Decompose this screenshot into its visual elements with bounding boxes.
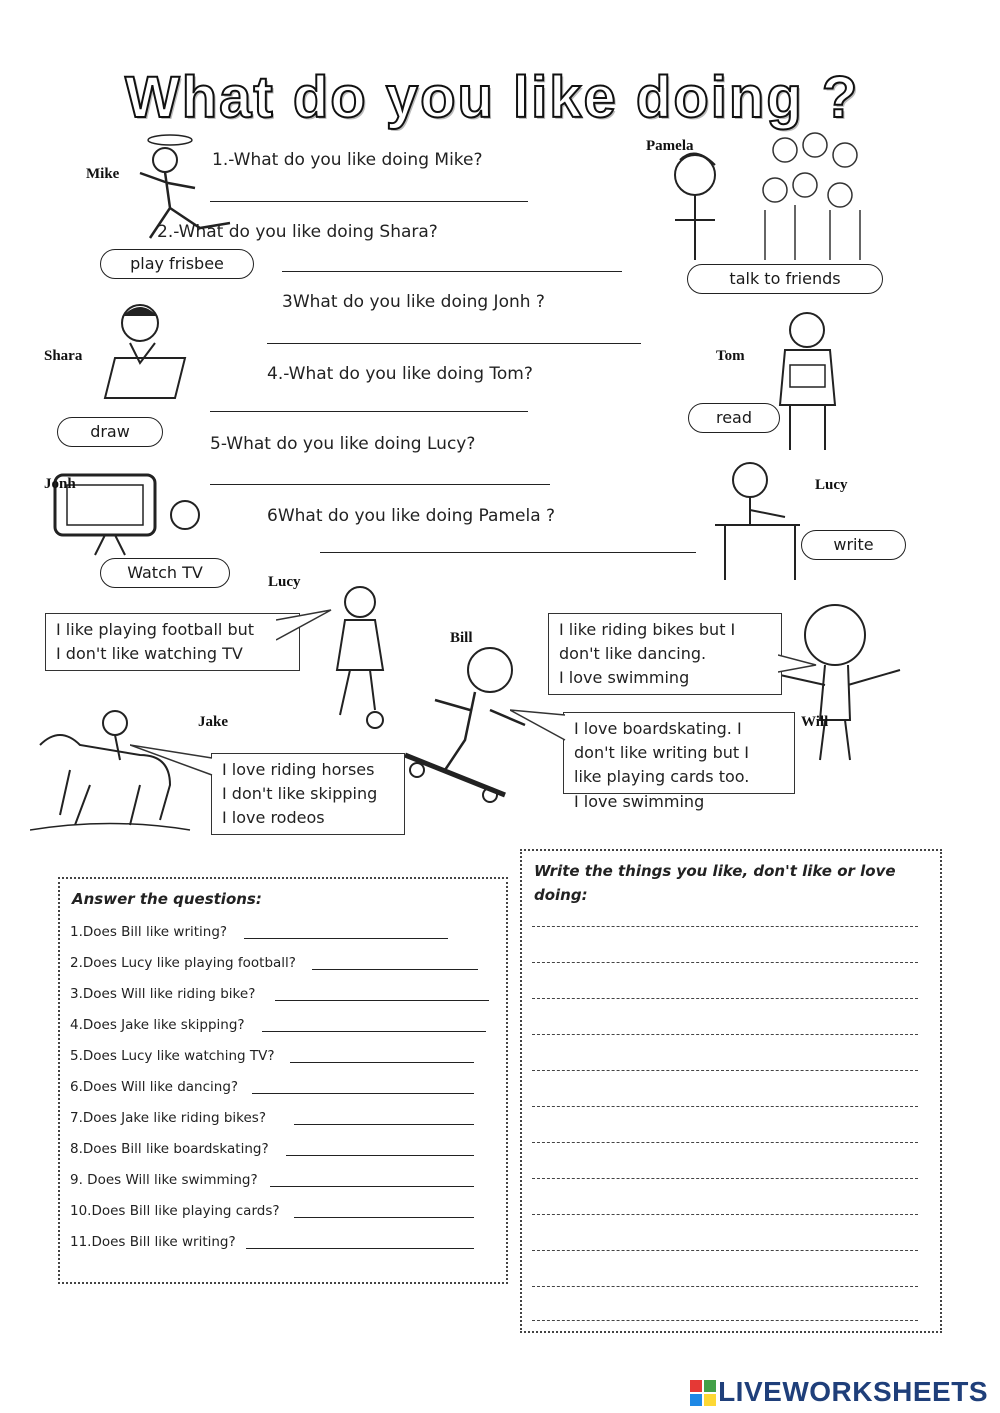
answer-line[interactable] xyxy=(270,1186,474,1187)
name-bill: Bill xyxy=(450,630,473,646)
activity-watch-tv: Watch TV xyxy=(100,558,230,588)
answer-question-10: 10.Does Bill like playing cards? xyxy=(70,1203,280,1219)
answer-line-3[interactable] xyxy=(267,343,641,344)
bubble-line: I don't like skipping xyxy=(222,784,378,803)
writing-line[interactable] xyxy=(532,1070,918,1071)
bubble-tail-bill xyxy=(510,700,566,750)
answer-question-11: 11.Does Bill like writing? xyxy=(70,1234,236,1250)
answer-line-2[interactable] xyxy=(282,271,622,272)
liveworksheets-logo-icon xyxy=(690,1380,716,1406)
question-1: 1.-What do you like doing Mike? xyxy=(212,150,483,170)
bubble-line: don't like writing but I xyxy=(574,743,749,762)
writing-line[interactable] xyxy=(532,926,918,927)
answer-box-title: Answer the questions: xyxy=(72,890,262,908)
answer-question-6: 6.Does Will like dancing? xyxy=(70,1079,239,1095)
answer-line[interactable] xyxy=(312,969,478,970)
activity-draw: draw xyxy=(57,417,163,447)
answer-line[interactable] xyxy=(252,1093,474,1094)
answer-line[interactable] xyxy=(244,938,448,939)
write-box-title-line1: Write the things you like, don't like or love xyxy=(534,862,896,880)
answer-line[interactable] xyxy=(275,1000,489,1001)
answer-line[interactable] xyxy=(262,1031,486,1032)
name-shara: Shara xyxy=(44,348,83,364)
speech-bubble-will xyxy=(548,613,782,695)
writing-line[interactable] xyxy=(532,1214,918,1215)
answer-question-2: 2.Does Lucy like playing football? xyxy=(70,955,296,971)
bubble-tail-lucy xyxy=(276,605,336,655)
answer-question-5: 5.Does Lucy like watching TV? xyxy=(70,1048,275,1064)
answer-question-8: 8.Does Bill like boardskating? xyxy=(70,1141,269,1157)
bubble-line: like playing cards too. xyxy=(574,767,750,786)
answer-line-4[interactable] xyxy=(210,411,528,412)
writing-line[interactable] xyxy=(532,962,918,963)
writing-line[interactable] xyxy=(532,1178,918,1179)
shara-illustration xyxy=(95,298,205,413)
writing-line[interactable] xyxy=(532,1142,918,1143)
answer-line[interactable] xyxy=(294,1124,474,1125)
question-6: 6What do you like doing Pamela ? xyxy=(267,506,556,526)
name-lucy: Lucy xyxy=(268,574,301,590)
bubble-line: I don't like watching TV xyxy=(56,644,243,663)
answer-line[interactable] xyxy=(294,1217,474,1218)
mike-illustration xyxy=(130,128,250,268)
name-lucy-top: Lucy xyxy=(815,477,848,493)
name-jake: Jake xyxy=(198,714,228,730)
question-5: 5-What do you like doing Lucy? xyxy=(210,434,476,454)
question-3: 3What do you like doing Jonh ? xyxy=(282,292,545,312)
name-jonh: Jonh xyxy=(44,476,76,492)
page-title: What do you like doing ? xyxy=(125,65,860,130)
lucy-football-illustration xyxy=(315,580,400,730)
bubble-line: I love swimming xyxy=(559,668,690,687)
write-box-title-line2: doing: xyxy=(534,886,588,904)
bill-extra-line: I love swimming xyxy=(574,792,705,811)
question-2: 2.-What do you like doing Shara? xyxy=(157,222,438,242)
bubble-line: I love boardskating. I xyxy=(574,719,742,738)
liveworksheets-logo[interactable]: LIVEWORKSHEETS xyxy=(718,1376,988,1407)
bubble-tail-jake xyxy=(130,740,213,790)
activity-write: write xyxy=(801,530,906,560)
answer-line-6[interactable] xyxy=(320,552,696,553)
activity-play-frisbee: play frisbee xyxy=(100,249,254,279)
answer-line[interactable] xyxy=(246,1248,474,1249)
bubble-tail-will xyxy=(778,640,818,680)
speech-bubble-jake xyxy=(211,753,405,835)
answer-line-5[interactable] xyxy=(210,484,550,485)
tom-illustration xyxy=(765,305,850,455)
writing-line[interactable] xyxy=(532,1034,918,1035)
speech-bubble-bill xyxy=(563,712,795,794)
bubble-line: I love rodeos xyxy=(222,808,325,827)
answer-question-7: 7.Does Jake like riding bikes? xyxy=(70,1110,266,1126)
answer-question-3: 3.Does Will like riding bike? xyxy=(70,986,256,1002)
activity-read: read xyxy=(688,403,780,433)
writing-line[interactable] xyxy=(532,998,918,999)
name-mike: Mike xyxy=(86,166,120,182)
answer-question-1: 1.Does Bill like writing? xyxy=(70,924,228,940)
question-4: 4.-What do you like doing Tom? xyxy=(267,364,533,384)
answer-line[interactable] xyxy=(290,1062,474,1063)
speech-bubble-lucy xyxy=(45,613,300,671)
writing-line[interactable] xyxy=(532,1286,918,1287)
writing-line[interactable] xyxy=(532,1250,918,1251)
writing-line[interactable] xyxy=(532,1320,918,1321)
answer-line[interactable] xyxy=(286,1155,474,1156)
bubble-line: I like riding bikes but I xyxy=(559,620,736,639)
name-tom: Tom xyxy=(716,348,745,364)
name-will: Will xyxy=(801,714,829,730)
writing-line[interactable] xyxy=(532,1106,918,1107)
write-things-box xyxy=(520,849,942,1333)
answer-question-4: 4.Does Jake like skipping? xyxy=(70,1017,245,1033)
bubble-line: I like playing football but xyxy=(56,620,255,639)
activity-talk-to-friends: talk to friends xyxy=(687,264,883,294)
name-pamela: Pamela xyxy=(646,138,694,154)
answer-question-9: 9. Does Will like swimming? xyxy=(70,1172,258,1188)
lucy-writing-illustration xyxy=(705,455,805,585)
bubble-line: don't like dancing. xyxy=(559,644,707,663)
bubble-line: I love riding horses xyxy=(222,760,375,779)
answer-line-1[interactable] xyxy=(210,201,528,202)
